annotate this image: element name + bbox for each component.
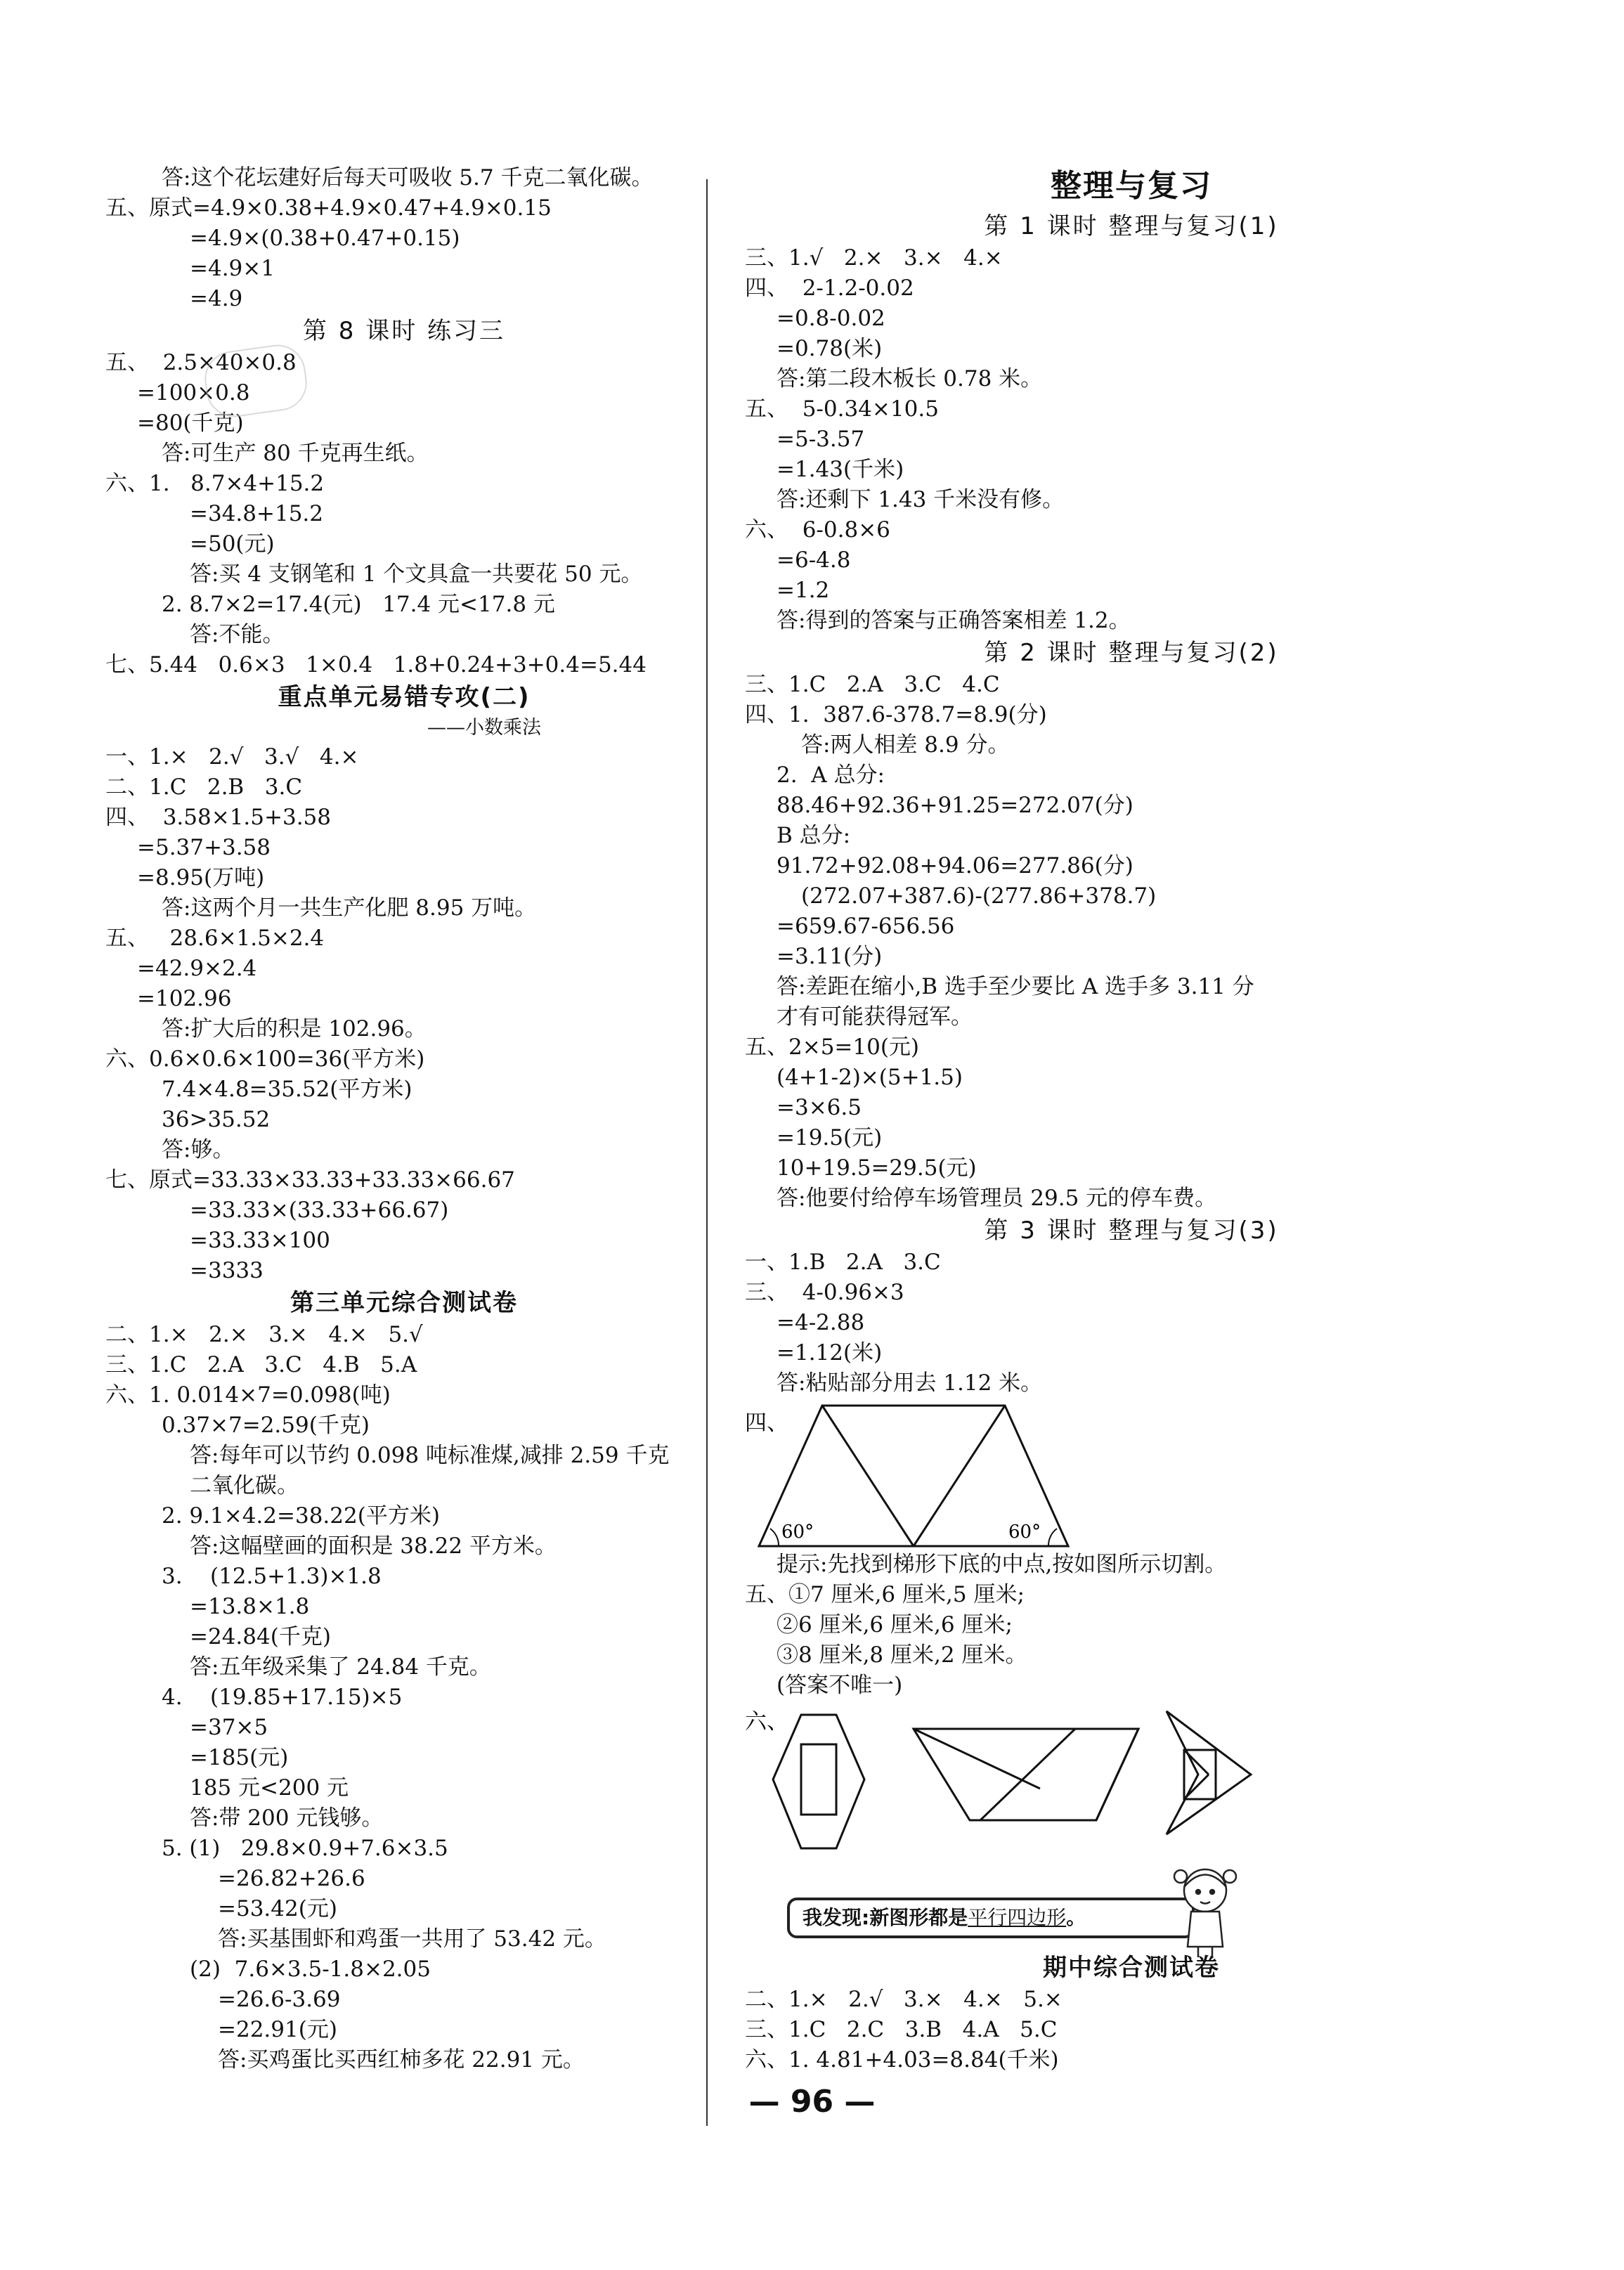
answer-line: (2) 7.6×3.5-1.8×2.05 xyxy=(190,1957,431,1982)
parallelogram-piece xyxy=(980,1729,1138,1820)
answer-line: =24.84(千克) xyxy=(190,1624,331,1649)
answer-line: =13.8×1.8 xyxy=(190,1594,310,1619)
answer-line: =26.6-3.69 xyxy=(218,1987,341,2012)
lesson-heading: 第三单元综合测试卷 xyxy=(290,1289,518,1317)
cut-line xyxy=(822,1406,914,1546)
answer-line: 答:粘贴部分用去 1.12 米。 xyxy=(777,1370,1043,1396)
answer-line: 答:两人相差 8.9 分。 xyxy=(801,732,1010,758)
discovery-prefix: 我发现:新图形都是 xyxy=(803,1906,968,1929)
answer-line: =3×6.5 xyxy=(777,1095,862,1120)
answer-line: 答:得到的答案与正确答案相差 1.2。 xyxy=(777,608,1131,633)
answer-line: =26.82+26.6 xyxy=(218,1866,365,1891)
answer-line: =1.2 xyxy=(777,578,830,603)
answer-line: 答:扩大后的积是 102.96。 xyxy=(162,1016,427,1042)
answer-line: 2. A 总分: xyxy=(777,763,885,788)
angle-label-left: 60° xyxy=(781,1522,814,1543)
answer-line: 三、 4-0.96×3 xyxy=(745,1280,904,1305)
answer-line: =53.42(元) xyxy=(218,1896,337,1921)
answer-line: (答案不唯一) xyxy=(777,1673,903,1698)
answer-line: 六、0.6×0.6×100=36(平方米) xyxy=(105,1046,425,1072)
answer-line: =0.78(米) xyxy=(777,336,883,361)
answer-line: ③8 厘米,8 厘米,2 厘米。 xyxy=(777,1642,1027,1668)
answer-line: =102.96 xyxy=(137,986,232,1011)
answer-line: 七、原式=33.33×33.33+33.33×66.67 xyxy=(105,1167,515,1193)
answer-line: =4-2.88 xyxy=(777,1310,865,1335)
answer-line: 3. (12.5+1.3)×1.8 xyxy=(162,1564,382,1589)
lesson-heading: 第 3 课时 整理与复习(3) xyxy=(984,1217,1279,1245)
answer-line: 六、1. 0.014×7=0.098(吨) xyxy=(105,1382,391,1408)
answer-line: =33.33×100 xyxy=(190,1228,330,1253)
answer-line: (272.07+387.6)-(277.86+378.7) xyxy=(801,883,1157,909)
answer-line: 答:买基围虾和鸡蛋一共用了 53.42 元。 xyxy=(218,1926,606,1952)
discovery-box xyxy=(787,1898,1195,1938)
answer-line: 答:五年级采集了 24.84 千克。 xyxy=(190,1654,491,1680)
answer-line: =659.67-656.56 xyxy=(777,914,955,939)
answer-line: 答:还剩下 1.43 千米没有修。 xyxy=(777,487,1065,512)
answer-line: 91.72+92.08+94.06=277.86(分) xyxy=(777,853,1133,878)
inner-rectangle xyxy=(801,1744,836,1815)
trapezoid-figure xyxy=(745,1399,1518,1550)
answer-line: (4+1-2)×(5+1.5) xyxy=(777,1065,963,1090)
answer-line: 答:买鸡蛋比买西红柿多花 22.91 元。 xyxy=(218,2047,585,2073)
lesson-heading: 第 1 课时 整理与复习(1) xyxy=(984,212,1279,240)
answer-line: =4.9×1 xyxy=(190,256,275,281)
answer-line: 才有可能获得冠军。 xyxy=(777,1004,973,1030)
answer-line: 六、1. 8.7×4+15.2 xyxy=(105,471,325,496)
answer-line: 答:这个花坛建好后每天可吸收 5.7 千克二氧化碳。 xyxy=(162,165,654,190)
question-label: 四、 xyxy=(745,1410,788,1436)
answer-line: 答:可生产 80 千克再生纸。 xyxy=(162,441,429,466)
answer-line: 答:带 200 元钱够。 xyxy=(190,1805,384,1831)
answer-line: =185(元) xyxy=(190,1745,289,1770)
answer-line: =8.95(万吨) xyxy=(137,865,265,890)
answer-line: 36>35.52 xyxy=(162,1107,271,1132)
left-column xyxy=(105,163,703,2075)
answer-line: 五、 28.6×1.5×2.4 xyxy=(105,926,325,951)
answer-line: B 总分: xyxy=(777,823,851,848)
answer-line: 答:他要付给停车场管理员 29.5 元的停车费。 xyxy=(777,1186,1217,1211)
answer-line: 一、1.B 2.A 3.C xyxy=(745,1250,941,1275)
answer-line: 三、1.C 2.A 3.C 4.B 5.A xyxy=(105,1352,417,1377)
discovery-note xyxy=(766,1883,1518,1951)
lesson-heading: 重点单元易错专攻(二) xyxy=(278,683,531,711)
lesson-heading: 第 8 课时 练习三 xyxy=(302,317,506,345)
answer-line: 答:这幅壁画的面积是 38.22 平方米。 xyxy=(190,1533,557,1559)
answer-line: 答:买 4 支钢笔和 1 个文具盒一共要花 50 元。 xyxy=(190,562,643,587)
answer-line: 7.4×4.8=35.52(平方米) xyxy=(162,1077,413,1102)
answer-line: 答:够。 xyxy=(162,1137,235,1162)
cartoon-girl-illustration xyxy=(1167,1855,1244,1961)
answer-line: =80(千克) xyxy=(137,410,244,436)
answer-line: 三、1.C 2.C 3.B 4.A 5.C xyxy=(745,2017,1058,2042)
answer-line: =33.33×(33.33+66.67) xyxy=(190,1198,449,1223)
answer-line: 答:每年可以节约 0.098 吨标准煤,减排 2.59 千克 xyxy=(190,1443,670,1468)
trapezoid-shape xyxy=(914,1729,1138,1820)
answer-line: 答:第二段木板长 0.78 米。 xyxy=(777,366,1043,391)
cut-line xyxy=(914,1406,1005,1546)
answer-line: =1.12(米) xyxy=(777,1340,883,1366)
answer-line: 三、1.C 2.A 3.C 4.C xyxy=(745,672,1000,697)
answer-line: =3333 xyxy=(190,1258,264,1283)
answer-line: =34.8+15.2 xyxy=(190,501,323,526)
answer-line: =4.9×(0.38+0.47+0.15) xyxy=(190,226,460,251)
answer-line: 六、1. 4.81+4.03=8.84(千米) xyxy=(745,2047,1059,2073)
question-label: 六、 xyxy=(745,1709,788,1734)
answer-line: 三、1.√ 2.× 3.× 4.× xyxy=(745,245,1003,271)
answer-line: =3.11(分) xyxy=(777,944,883,969)
hexagon-shape xyxy=(773,1715,864,1848)
answer-line: =19.5(元) xyxy=(777,1125,883,1150)
answer-line: 六、 6-0.8×6 xyxy=(745,517,890,543)
discovery-suffix: 。 xyxy=(1066,1906,1086,1929)
answer-line: 四、 3.58×1.5+3.58 xyxy=(105,805,332,830)
answer-line: =50(元) xyxy=(190,531,275,557)
answer-line: 五、 2.5×40×0.8 xyxy=(105,350,297,375)
lesson-heading: 第 2 课时 整理与复习(2) xyxy=(984,639,1279,667)
answer-line: 五、原式=4.9×0.38+4.9×0.47+4.9×0.15 xyxy=(105,195,552,221)
arrow-shape xyxy=(1167,1711,1251,1834)
answer-line: 答:这两个月一共生产化肥 8.95 万吨。 xyxy=(162,895,537,921)
answer-line: =1.43(千米) xyxy=(777,457,904,482)
answer-line: 二、1.× 2.√ 3.× 4.× 5.× xyxy=(745,1987,1063,2012)
page-number: — 96 — xyxy=(748,2084,876,2120)
angle-label-right: 60° xyxy=(1008,1522,1041,1543)
answer-line: 二、1.× 2.× 3.× 4.× 5.√ xyxy=(105,1322,423,1347)
cut-shapes-figure xyxy=(745,1701,1518,1876)
right-column xyxy=(745,163,1518,2075)
answer-line: 4. (19.85+17.15)×5 xyxy=(162,1685,403,1710)
answer-line: 一、1.× 2.√ 3.√ 4.× xyxy=(105,744,359,770)
answer-line: 七、5.44 0.6×3 1×0.4 1.8+0.24+3+0.4=5.44 xyxy=(105,652,647,677)
answer-line: 0.37×7=2.59(千克) xyxy=(162,1413,370,1438)
answer-line: =22.91(元) xyxy=(218,2017,337,2042)
section-title: 整理与复习 xyxy=(1051,168,1212,204)
answer-line: 二氧化碳。 xyxy=(190,1473,299,1498)
answer-line: 2. 9.1×4.2=38.22(平方米) xyxy=(162,1503,440,1529)
answer-line: =6-4.8 xyxy=(777,547,851,573)
discovery-answer: 平行四边形 xyxy=(968,1906,1067,1929)
column-divider xyxy=(706,179,708,2126)
answer-line: 88.46+92.36+91.25=272.07(分) xyxy=(777,793,1133,818)
answer-line: ②6 厘米,6 厘米,6 厘米; xyxy=(777,1612,1013,1637)
answer-line: =5-3.57 xyxy=(777,427,865,452)
section-subtitle: ——小数乘法 xyxy=(427,717,541,739)
answer-line: =37×5 xyxy=(190,1715,268,1740)
answer-line: 185 元<200 元 xyxy=(190,1775,349,1801)
angle-arc-right xyxy=(1048,1529,1057,1546)
answer-line: 五、2×5=10(元) xyxy=(745,1035,920,1060)
answer-line: 四、1. 387.6-378.7=8.9(分) xyxy=(745,702,1047,727)
answer-line: =42.9×2.4 xyxy=(137,956,257,981)
answer-line: =5.37+3.58 xyxy=(137,835,271,860)
answer-line: 答:差距在缩小,B 选手至少要比 A 选手多 3.11 分 xyxy=(777,974,1254,999)
answer-line: 四、 2-1.2-0.02 xyxy=(745,275,914,301)
answer-line: =4.9 xyxy=(190,286,243,311)
lesson-heading: 期中综合测试卷 xyxy=(1043,1954,1220,1982)
angle-arc-left xyxy=(770,1529,779,1546)
answer-line: =100×0.8 xyxy=(137,380,250,406)
answer-line: 二、1.C 2.B 3.C xyxy=(105,774,303,800)
answer-line: 五、 5-0.34×10.5 xyxy=(745,396,939,422)
answer-line: 2. 8.7×2=17.4(元) 17.4 元<17.8 元 xyxy=(162,592,555,617)
answer-line: 五、①7 厘米,6 厘米,5 厘米; xyxy=(745,1582,1025,1607)
answer-line: 5. (1) 29.8×0.9+7.6×3.5 xyxy=(162,1836,448,1861)
answer-line: 10+19.5=29.5(元) xyxy=(777,1155,977,1181)
answer-line: =0.8-0.02 xyxy=(777,306,885,331)
answer-line: 答:不能。 xyxy=(190,622,285,647)
answer-line: 提示:先找到梯形下底的中点,按如图所示切割。 xyxy=(777,1552,1227,1577)
